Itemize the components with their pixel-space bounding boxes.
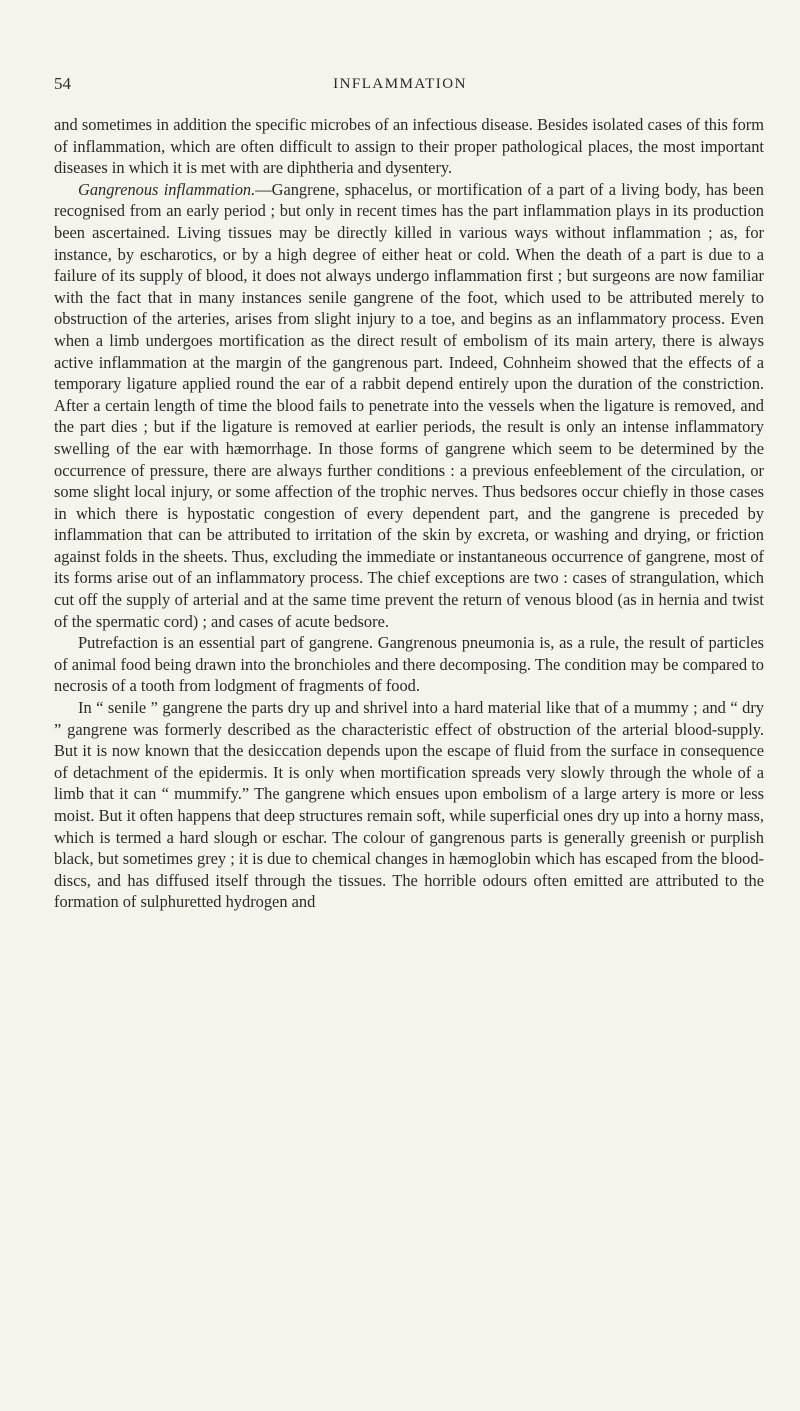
running-head: INFLAMMATION: [333, 76, 467, 92]
paragraph-4: In “ senile ” gangrene the parts dry up and shrivel into a hard material like that of a mummy ; and “ dry ” gangrene was formerly described as the characteristic effect of obstruction of the arterial blood-supply. But it is now known that the desiccation depends upon the escape of fluid from the surface in consequence of detachment of the epidermis. It is only when mortification spreads very slowly through the whole of a limb that it can “ mummify.” The gangrene which ensues upon embolism of a large artery is more or less moist. But it often happens that deep structures remain soft, while superficial ones dry up into a horny mass, which is termed a hard slough or eschar. The colour of gangrenous parts is generally greenish or purplish black, but sometimes grey ; it is due to chemical changes in hæmoglobin which has escaped from the blood-discs, and has diffused itself through the tissues. The horrible odours often emitted are attributed to the formation of sulphuretted hydrogen and: [54, 698, 764, 912]
paragraph-2-text: —Gangrene, sphacelus, or mortification of a part of a living body, has been recognised from an early period ; but only in recent times has the part inflammation plays in its production been ascertained. Living tissues may be directly killed in various ways without inflammation ; as, for instance, by escharotics, or by a high degree of either heat or cold. When the death of a part is due to a failure of its supply of blood, it does not always undergo inflammation first ; but surgeons are now familiar with the fact that in many instances senile gangrene of the foot, which used to be attributed merely to obstruction of the arteries, arises from slight injury to a toe, and begins as an inflammatory process. Even when a limb undergoes mortification as the direct result of embolism of its main artery, there is always active inflammation at the margin of the gangrenous part. Indeed, Cohnheim showed that the effects of a temporary ligature applied round the ear of a rabbit depend entirely upon the duration of the constriction. After a certain length of time the blood fails to penetrate into the vessels when the ligature is removed, and the part dies ; but if the ligature is removed at earlier periods, the result is only an intense inflammatory swelling of the ear with hæmorrhage. In those forms of gangrene which seem to be determined by the occurrence of pressure, there are always further conditions : a previous enfeeblement of the circulation, or some slight local injury, or some affection of the trophic nerves. Thus bedsores occur chiefly in those cases in which there is hypostatic congestion of every dependent part, and the gangrene is preceded by inflammation that can be attributed to irritation of the skin by excreta, or washing and drying, or friction against folds in the sheets. Thus, excluding the immediate or instantaneous occurrence of gangrene, most of its forms arise out of an inflammatory process. The chief exceptions are two : cases of strangulation, which cut off the supply of arterial and at the same time prevent the return of venous blood (as in hernia and twist of the spermatic cord) ; and cases of acute bedsore.: [54, 179, 764, 631]
body-text: [54, 114, 764, 913]
paragraph-3: Putrefaction is an essential part of gangrene. Gangrenous pneumonia is, as a rule, the result of particles of animal food being drawn into the bronchioles and there decomposing. The condition may be compared to necrosis of a tooth from lodgment of fragments of food.: [54, 633, 764, 696]
page-number: 54: [54, 74, 71, 93]
paragraph-1: and sometimes in addition the specific microbes of an infectious disease. Besides isolated cases of this form of inflammation, which are often difficult to assign to their proper pathological places, the most important diseases in which it is met with are diphtheria and dysentery.: [54, 115, 764, 178]
paragraph-2: [54, 179, 764, 632]
section-heading-gangrenous-inflammation: Gangrenous inflammation.: [78, 179, 256, 199]
